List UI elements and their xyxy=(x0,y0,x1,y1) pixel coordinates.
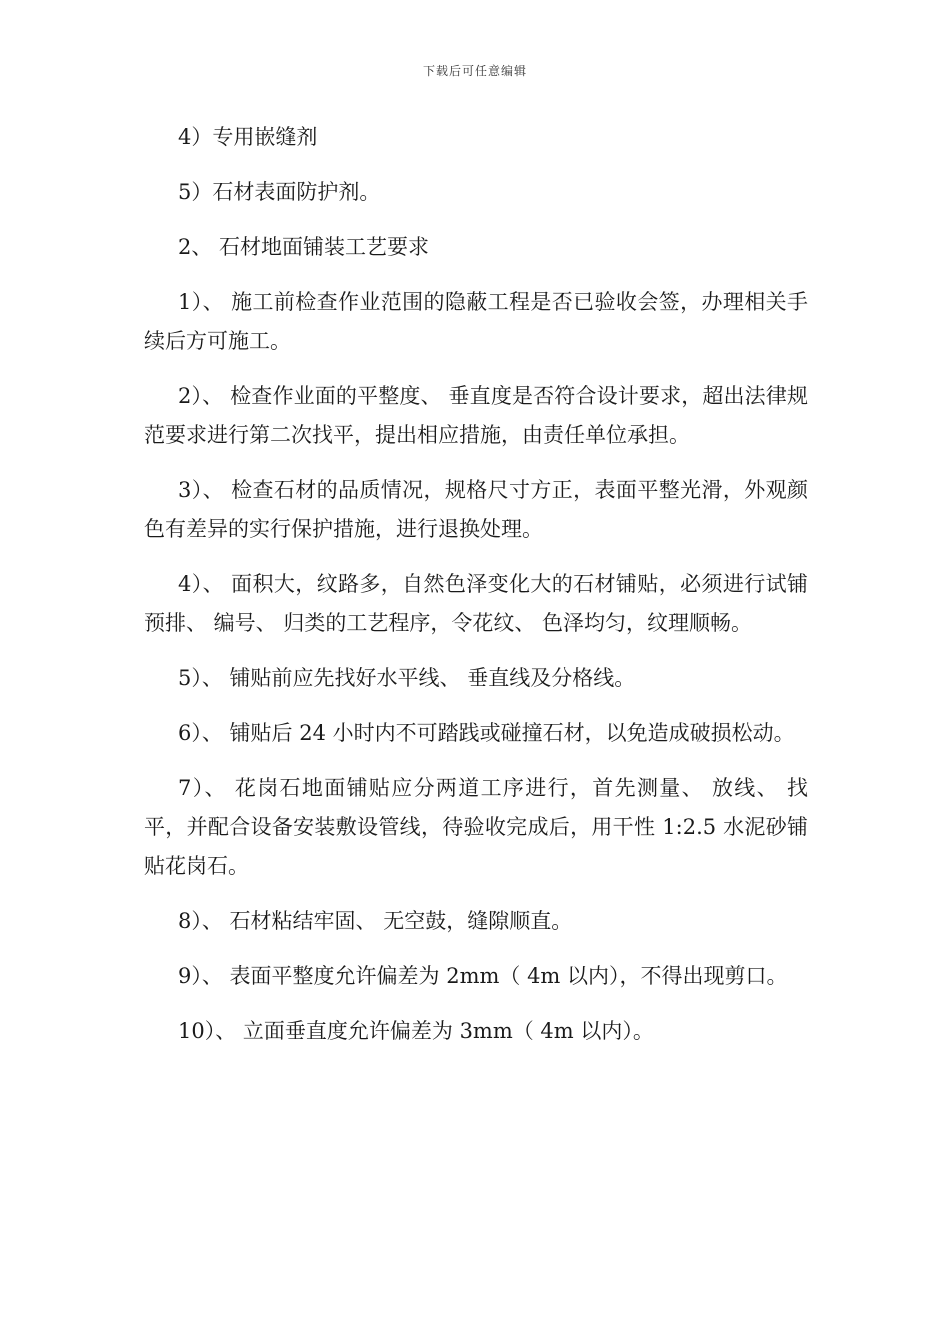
paragraph-requirement-9: 9）、 表面平整度允许偏差为 2mm（ 4m 以内），不得出现剪口。 xyxy=(178,964,788,988)
paragraph-requirement-5: 5）、 铺贴前应先找好水平线、 垂直线及分格线。 xyxy=(178,666,636,690)
document-body xyxy=(144,118,808,1067)
paragraph-requirement-3: 3）、 检查石材的品质情况，规格尺寸方正，表面平整光滑，外观颜色有差异的实行保护措施，进行退换处理。 xyxy=(144,478,808,541)
paragraph-requirement-1: 1）、 施工前检查作业范围的隐蔽工程是否已验收会签，办理相关手续后方可施工。 xyxy=(144,290,808,353)
page-header: 下载后可任意编辑 xyxy=(422,64,527,78)
paragraph-requirement-6: 6）、 铺贴后 24 小时内不可踏践或碰撞石材，以免造成破损松动。 xyxy=(178,721,795,745)
paragraph-item-5: 5）石材表面防护剂。 xyxy=(178,180,381,204)
paragraph-requirement-7: 7）、 花岗石地面铺贴应分两道工序进行，首先测量、 放线、 找平，并配合设备安装敷设管线，待验收完成后，用干性 1:2.5 水泥砂铺贴花岗石。 xyxy=(144,776,808,878)
paragraph-requirement-8: 8）、 石材粘结牢固、 无空鼓，缝隙顺直。 xyxy=(178,909,573,933)
paragraph-item-4: 4）专用嵌缝剂 xyxy=(178,125,318,149)
paragraph-requirement-10: 10）、 立面垂直度允许偏差为 3mm（ 4m 以内）。 xyxy=(178,1019,654,1043)
paragraph-requirement-4: 4）、 面积大，纹路多，自然色泽变化大的石材铺贴，必须进行试铺预排、 编号、 归类的工艺程序，令花纹、 色泽均匀，纹理顺畅。 xyxy=(144,572,808,635)
section-heading: 2、 石材地面铺装工艺要求 xyxy=(178,235,430,259)
paragraph-requirement-2: 2）、 检查作业面的平整度、 垂直度是否符合设计要求，超出法律规范要求进行第二次找平，提出相应措施，由责任单位承担。 xyxy=(144,384,808,447)
